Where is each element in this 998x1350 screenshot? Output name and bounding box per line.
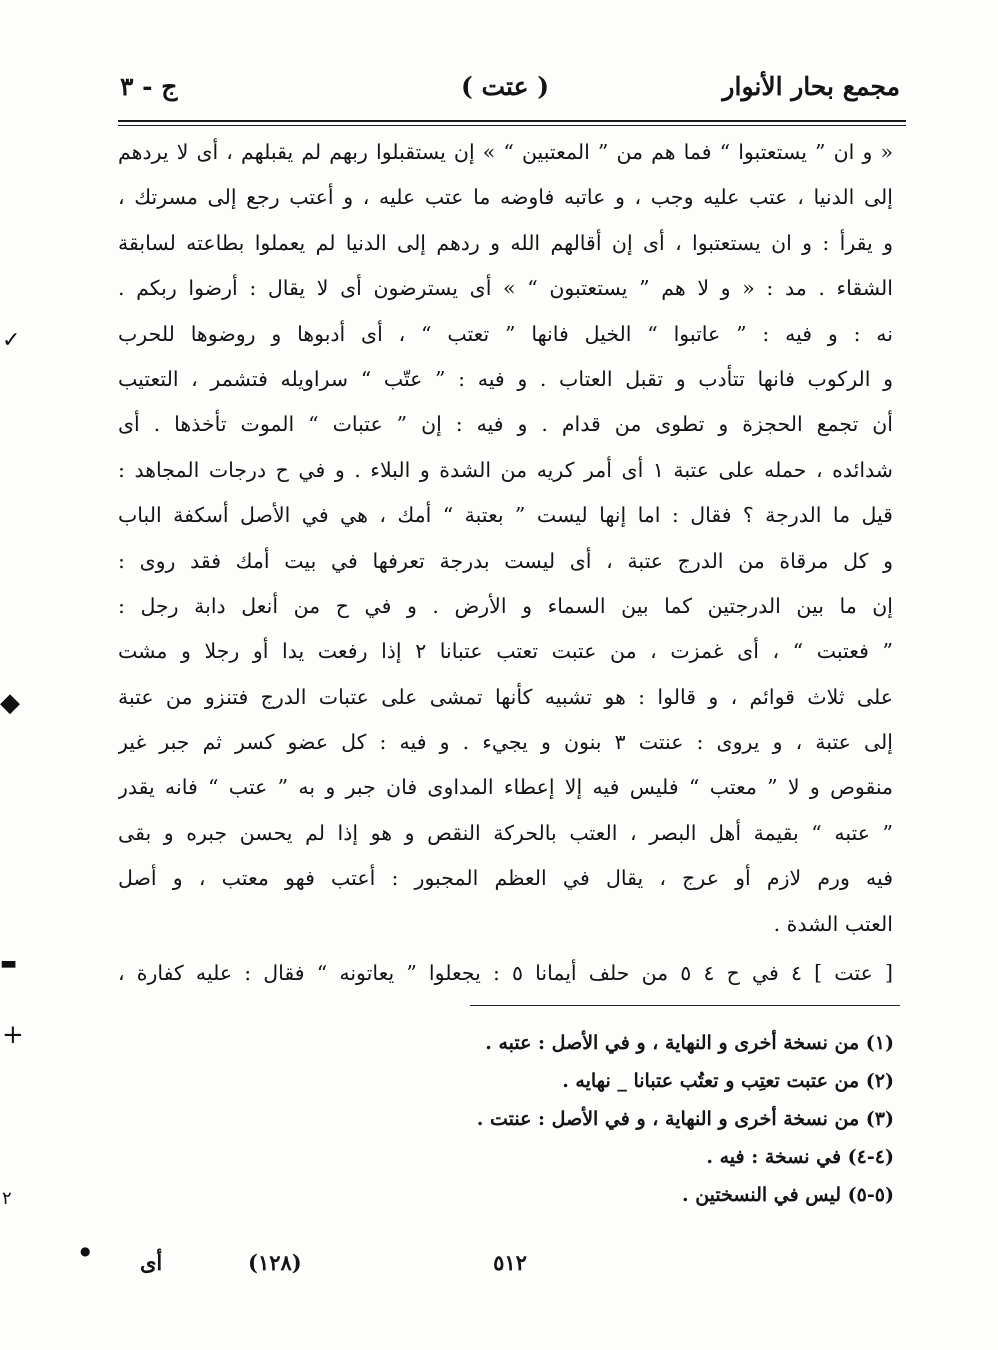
text-line: الشقاء . مد : « و لا هم ” يستعتبون “ » أى يسترضون أى لا يقال : أرضوا ربكم . <box>118 276 893 301</box>
entry-word: ( عتت ) <box>460 72 550 101</box>
header-rule-thin <box>118 125 906 126</box>
text-line: إن ما بين الدرجتين كما بين السماء و الأرض . و في ح من أنعل دابة رجل : <box>118 593 893 618</box>
text-line: على ثلاث قوائم ، و قالوا : هو تشبيه كأنها تمشى على عتبات الدرج فتنزو من عتبة <box>118 684 893 709</box>
page-number: ٥١٢ <box>493 1250 527 1275</box>
scan-edge-mark: ▬ <box>0 953 18 974</box>
running-header <box>110 66 900 110</box>
footnote-separator <box>470 1005 900 1006</box>
text-line: و كل مرقاة من الدرج عتبة ، أى ليست بدرجة تعرفها في بيت أمك فقد روى : <box>118 548 893 573</box>
volume-label: ج - ٣ <box>120 72 178 101</box>
page-footer <box>120 1250 900 1290</box>
footnote: (٥-٥) ليس في النسختين . <box>681 1184 894 1206</box>
text-line: منقوص و لا ” معتب “ فليس فيه إلا إعطاء المداوى فان جبر و به ” عتب “ فانه يقدر <box>118 775 893 800</box>
scan-edge-mark: ◆ <box>0 688 20 718</box>
footnotes <box>334 1024 894 1214</box>
text-line: نه : و فيه : ” عاتبوا “ الخيل فانها ” تعتب “ ، أى أدبوها و روضوها للحرب <box>118 321 893 346</box>
book-title: مجمع بحار الأنوار <box>722 72 900 101</box>
text-line: فيه ورم لازم أو عرج ، يقال في العظم المجبور : أعتب فهو معتب ، و أصل <box>118 866 893 891</box>
next-entry-line: [ عتت ] ٤ في ح ٤ ٥ من حلف أيمانا ٥ : يجعلوا ” يعاتونه “ فقال : عليه كفارة ، <box>118 961 893 986</box>
volume-number: (١٢٨) <box>248 1250 302 1275</box>
header-rule <box>118 120 906 122</box>
text-line: و يقرأ : و ان يستعتبوا ، أى إن أقالهم الله و ردهم إلى الدنيا لم يعملوا بطاعته لسابقة <box>118 230 893 255</box>
text-line: إلى الدنيا ، عتب عليه وجب ، و عاتبه فاوضه ما عتب عليه ، و أعتب رجع إلى مسرتك ، <box>118 185 893 210</box>
text-line: أن تجمع الحجزة و تطوى من قدام . و فيه : إن ” عتبات “ الموت تأخذها . أى <box>118 412 893 437</box>
footnote: (٢) من عتبت تعتِب و تعتُب عتبانا _ نهايه . <box>562 1070 894 1092</box>
scan-edge-mark: ✓ <box>2 328 21 353</box>
catchword: أى <box>140 1250 163 1275</box>
scan-edge-mark: ٢ <box>2 1188 12 1209</box>
footnote: (٣) من نسخة أخرى و النهاية ، و في الأصل : عنتت . <box>476 1108 894 1130</box>
text-line: قيل ما الدرجة ؟ فقال : اما إنها ليست ” بعتبة “ أمك ، هي في الأصل أسكفة الباب <box>118 503 893 528</box>
text-line: ” فعتبت “ ، أى غمزت ، من عتبت تعتب عتبانا ٢ إذا رفعت يدا أو رجلا و مشت <box>118 639 893 664</box>
scan-edge-mark: + <box>2 1020 24 1050</box>
text-line: و الركوب فانها تتأدب و تقبل العتاب . و فيه : ” عتّب “ سراويله فتشمر ، التعتيب <box>118 366 893 391</box>
scan-edge-mark: ● <box>80 1244 91 1258</box>
footnote: (٤-٤) في نسخة : فيه . <box>706 1146 894 1168</box>
footnote: (١) من نسخة أخرى و النهاية ، و في الأصل : عتبه . <box>485 1032 894 1054</box>
text-line: ” عتبه “ بقيمة أهل البصر ، العتب بالحركة النقص و هو إذا لم يحسن جبره و بقى <box>118 820 893 845</box>
main-text <box>118 130 893 996</box>
text-line: العتب الشدة . <box>773 911 893 936</box>
text-line: شدائده ، حمله على عتبة ١ أى أمر كريه من الشدة و البلاء . و في ح درجات المجاهد : <box>118 457 893 482</box>
text-line: « و ان ” يستعتبوا “ فما هم من ” المعتبين “ » إن يستقبلوا ربهم لم يقبلهم ، أى لا يردهم <box>118 140 893 164</box>
text-line: إلى عتبة ، و يروى : عنتت ٣ بنون و يجيء . و فيه : كل عضو كسر ثم جبر غير <box>118 730 893 755</box>
